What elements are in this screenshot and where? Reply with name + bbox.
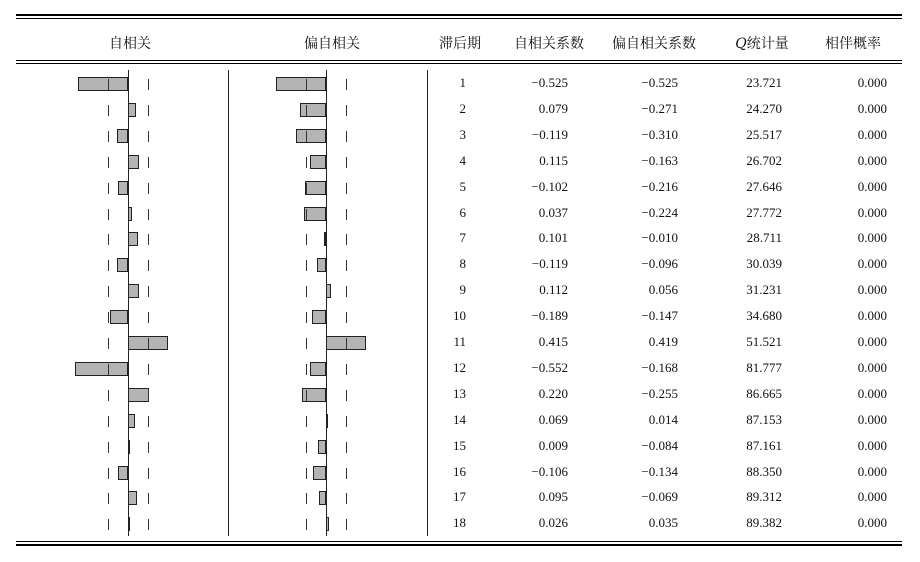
ac-band-upper	[148, 493, 149, 504]
ac-band-lower	[108, 260, 109, 271]
prob-cell: 0.000	[857, 152, 887, 168]
ac-band-lower	[108, 338, 109, 349]
ac-value-cell: −0.119	[531, 126, 568, 142]
pac-band-upper	[346, 260, 347, 271]
table-row	[0, 175, 920, 201]
pac-band-upper	[346, 364, 347, 375]
pac-bar	[302, 388, 326, 402]
ac-band-upper	[148, 286, 149, 297]
ac-value-cell: 0.037	[538, 204, 568, 220]
pac-band-upper	[346, 338, 347, 349]
ac-band-upper	[148, 312, 149, 323]
lag-cell: 1	[459, 75, 466, 90]
pac-value-cell: 0.056	[648, 282, 678, 298]
pac-value-cell: −0.163	[641, 152, 678, 168]
ac-value-cell: 0.026	[538, 515, 568, 531]
pac-band-upper	[346, 131, 347, 142]
table-row	[0, 278, 920, 304]
q-stat-cell: 24.270	[746, 100, 782, 116]
prob-cell: 0.000	[857, 256, 887, 272]
header-ac-coefficient: 自相关系数	[514, 36, 584, 52]
ac-value-cell: −0.525	[531, 75, 568, 90]
ac-band-lower	[108, 493, 109, 504]
pac-band-lower	[306, 157, 307, 168]
ac-band-upper	[148, 79, 149, 90]
ac-value-cell: 0.415	[538, 334, 568, 349]
ac-band-lower	[108, 312, 109, 323]
q-stat-cell: 86.665	[746, 385, 782, 401]
ac-bar	[128, 491, 137, 505]
pac-band-lower	[306, 260, 307, 271]
q-stat-cell: 87.161	[746, 437, 782, 453]
ac-value-cell: 0.069	[538, 411, 568, 427]
pac-band-lower	[306, 338, 307, 349]
pac-band-upper	[346, 312, 347, 323]
lag-cell: 7	[459, 230, 466, 246]
header-rule-1	[16, 60, 902, 61]
lag-cell: 3	[459, 126, 466, 142]
ac-value-cell: 0.095	[538, 489, 568, 505]
q-stat-cell: 88.350	[746, 463, 782, 479]
ac-band-lower	[108, 183, 109, 194]
prob-cell: 0.000	[857, 282, 887, 298]
ac-value-cell: −0.552	[531, 359, 568, 375]
pac-band-upper	[346, 209, 347, 220]
ac-band-lower	[108, 79, 109, 90]
q-label: 统计量	[746, 36, 789, 52]
table-row	[0, 434, 920, 460]
prob-cell: 0.000	[857, 334, 887, 349]
pac-value-cell: −0.084	[641, 437, 678, 453]
lag-cell: 5	[459, 178, 466, 194]
pac-band-lower	[306, 131, 307, 142]
ac-band-upper	[148, 105, 149, 116]
pac-bar	[300, 103, 326, 117]
pac-band-upper	[346, 493, 347, 504]
q-stat-cell: 89.312	[746, 489, 782, 505]
pac-band-upper	[346, 105, 347, 116]
ac-value-cell: −0.106	[531, 463, 568, 479]
table-row	[0, 460, 920, 486]
q-stat-cell: 26.702	[746, 152, 782, 168]
q-stat-cell: 34.680	[746, 308, 782, 324]
pac-band-lower	[306, 286, 307, 297]
ac-band-upper	[148, 260, 149, 271]
pac-value-cell: −0.525	[641, 75, 678, 90]
pac-value-cell: −0.096	[641, 256, 678, 272]
header-pac-coefficient: 偏自相关系数	[612, 36, 696, 52]
ac-band-upper	[148, 209, 149, 220]
table-row	[0, 252, 920, 278]
pac-band-upper	[346, 442, 347, 453]
q-stat-cell: 23.721	[746, 75, 782, 90]
pac-bar	[304, 207, 326, 221]
pac-band-lower	[306, 79, 307, 90]
ac-value-cell: 0.079	[538, 100, 568, 116]
pac-band-upper	[346, 519, 347, 530]
q-stat-cell: 87.153	[746, 411, 782, 427]
prob-cell: 0.000	[857, 463, 887, 479]
ac-bar	[128, 284, 139, 298]
ac-bar	[117, 258, 128, 272]
prob-cell: 0.000	[857, 437, 887, 453]
table-row	[0, 356, 920, 382]
pac-bar	[310, 362, 326, 376]
q-symbol: Q	[735, 36, 747, 52]
prob-cell: 0.000	[857, 515, 887, 531]
top-rule-2	[16, 18, 902, 19]
pac-band-lower	[306, 390, 307, 401]
q-stat-cell: 28.711	[746, 230, 782, 246]
pac-value-cell: −0.255	[641, 385, 678, 401]
table-row	[0, 408, 920, 434]
ac-bar	[118, 466, 128, 480]
ac-bar	[128, 388, 149, 402]
pac-band-lower	[306, 364, 307, 375]
ac-band-upper	[148, 442, 149, 453]
ac-band-lower	[108, 234, 109, 245]
ac-value-cell: 0.220	[538, 385, 568, 401]
pac-band-upper	[346, 234, 347, 245]
q-stat-cell: 31.231	[746, 282, 782, 298]
ac-bar	[110, 310, 128, 324]
table-row	[0, 97, 920, 123]
pac-value-cell: −0.134	[641, 463, 678, 479]
pac-value-cell: −0.147	[641, 308, 678, 324]
pac-band-upper	[346, 468, 347, 479]
pac-band-lower	[306, 183, 307, 194]
lag-cell: 12	[453, 359, 466, 375]
q-stat-cell: 81.777	[746, 359, 782, 375]
lag-cell: 15	[453, 437, 466, 453]
prob-cell: 0.000	[857, 489, 887, 505]
ac-bar	[117, 129, 128, 143]
prob-cell: 0.000	[857, 178, 887, 194]
prob-cell: 0.000	[857, 385, 887, 401]
table-row	[0, 201, 920, 227]
pac-band-lower	[306, 105, 307, 116]
ac-band-upper	[148, 416, 149, 427]
ac-bar	[128, 155, 139, 169]
pac-value-cell: −0.224	[641, 204, 678, 220]
pac-band-lower	[306, 209, 307, 220]
lag-cell: 2	[459, 100, 466, 116]
header-partial-autocorrelation: 偏自相关	[304, 36, 360, 52]
ac-bar	[128, 103, 136, 117]
pac-bar	[276, 77, 326, 91]
pac-bar	[312, 310, 326, 324]
pac-bar	[317, 258, 326, 272]
prob-cell: 0.000	[857, 230, 887, 246]
ac-band-upper	[148, 157, 149, 168]
lag-cell: 4	[459, 152, 466, 168]
bottom-rule-2	[16, 544, 902, 546]
ac-band-lower	[108, 364, 109, 375]
header-autocorrelation: 自相关	[109, 36, 151, 52]
lag-cell: 18	[453, 515, 466, 531]
table-row	[0, 304, 920, 330]
q-stat-cell: 25.517	[746, 126, 782, 142]
pac-band-lower	[306, 519, 307, 530]
pac-value-cell: −0.271	[641, 100, 678, 116]
pac-band-lower	[306, 234, 307, 245]
ac-band-lower	[108, 519, 109, 530]
prob-cell: 0.000	[857, 411, 887, 427]
lag-cell: 8	[459, 256, 466, 272]
pac-bar	[313, 466, 326, 480]
ac-band-upper	[148, 468, 149, 479]
pac-band-lower	[306, 312, 307, 323]
table-row	[0, 382, 920, 408]
ac-value-cell: 0.101	[538, 230, 568, 246]
ac-band-upper	[148, 519, 149, 530]
pac-band-lower	[306, 493, 307, 504]
prob-cell: 0.000	[857, 126, 887, 142]
ac-band-lower	[108, 442, 109, 453]
pac-bar	[319, 491, 326, 505]
pac-value-cell: −0.010	[641, 230, 678, 246]
lag-cell: 9	[459, 282, 466, 298]
table-row	[0, 330, 920, 356]
pac-value-cell: 0.035	[648, 515, 678, 531]
ac-band-upper	[148, 183, 149, 194]
header-probability: 相伴概率	[825, 36, 881, 52]
ac-band-upper	[148, 131, 149, 142]
ac-value-cell: 0.115	[539, 152, 568, 168]
pac-band-upper	[346, 79, 347, 90]
ac-value-cell: 0.112	[539, 282, 568, 298]
ac-bar	[128, 232, 138, 246]
ac-value-cell: 0.009	[538, 437, 568, 453]
lag-cell: 14	[453, 411, 466, 427]
q-stat-cell: 27.772	[746, 204, 782, 220]
ac-bar	[78, 77, 128, 91]
ac-band-lower	[108, 390, 109, 401]
pac-band-upper	[346, 416, 347, 427]
prob-cell: 0.000	[857, 359, 887, 375]
ac-band-lower	[108, 209, 109, 220]
top-rule-1	[16, 14, 902, 16]
prob-cell: 0.000	[857, 308, 887, 324]
pac-band-lower	[306, 468, 307, 479]
ac-value-cell: −0.119	[531, 256, 568, 272]
pac-bar	[318, 440, 326, 454]
pac-band-lower	[306, 442, 307, 453]
q-stat-cell: 27.646	[746, 178, 782, 194]
pac-zero-axis	[326, 70, 327, 536]
pac-bar	[296, 129, 326, 143]
q-stat-cell: 89.382	[746, 515, 782, 531]
pac-value-cell: −0.168	[641, 359, 678, 375]
ac-band-lower	[108, 105, 109, 116]
ac-band-lower	[108, 468, 109, 479]
prob-cell: 0.000	[857, 204, 887, 220]
ac-band-upper	[148, 390, 149, 401]
header-q-statistic	[724, 33, 800, 53]
ac-band-lower	[108, 416, 109, 427]
pac-band-upper	[346, 183, 347, 194]
pac-value-cell: 0.014	[648, 411, 678, 427]
pac-value-cell: 0.419	[648, 334, 678, 349]
bottom-rule-1	[16, 541, 902, 542]
lag-cell: 11	[453, 334, 466, 349]
lag-cell: 16	[453, 463, 466, 479]
q-stat-cell: 30.039	[746, 256, 782, 272]
ac-band-lower	[108, 157, 109, 168]
table-row	[0, 123, 920, 149]
lag-cell: 13	[453, 385, 466, 401]
prob-cell: 0.000	[857, 75, 887, 90]
ac-value-cell: −0.102	[531, 178, 568, 194]
pac-bar	[305, 181, 326, 195]
pac-value-cell: −0.069	[641, 489, 678, 505]
ac-value-cell: −0.189	[531, 308, 568, 324]
pac-band-upper	[346, 157, 347, 168]
table-row	[0, 511, 920, 537]
ac-bar	[118, 181, 128, 195]
table-row	[0, 149, 920, 175]
ac-band-lower	[108, 131, 109, 142]
ac-band-upper	[148, 364, 149, 375]
prob-cell: 0.000	[857, 100, 887, 116]
pac-value-cell: −0.310	[641, 126, 678, 142]
pac-bar	[310, 155, 326, 169]
table-row	[0, 226, 920, 252]
q-stat-cell: 51.521	[746, 334, 782, 349]
lag-cell: 10	[453, 308, 466, 324]
table-row	[0, 71, 920, 97]
header-lag: 滞后期	[439, 36, 481, 52]
pac-band-upper	[346, 286, 347, 297]
ac-band-lower	[108, 286, 109, 297]
ac-band-upper	[148, 338, 149, 349]
pac-band-upper	[346, 390, 347, 401]
table-row	[0, 485, 920, 511]
pac-value-cell: −0.216	[641, 178, 678, 194]
pac-band-lower	[306, 416, 307, 427]
lag-cell: 6	[459, 204, 466, 220]
ac-zero-axis	[128, 70, 129, 536]
lag-cell: 17	[453, 489, 466, 505]
ac-band-upper	[148, 234, 149, 245]
header-rule-2	[16, 63, 902, 64]
ac-bar	[75, 362, 128, 376]
